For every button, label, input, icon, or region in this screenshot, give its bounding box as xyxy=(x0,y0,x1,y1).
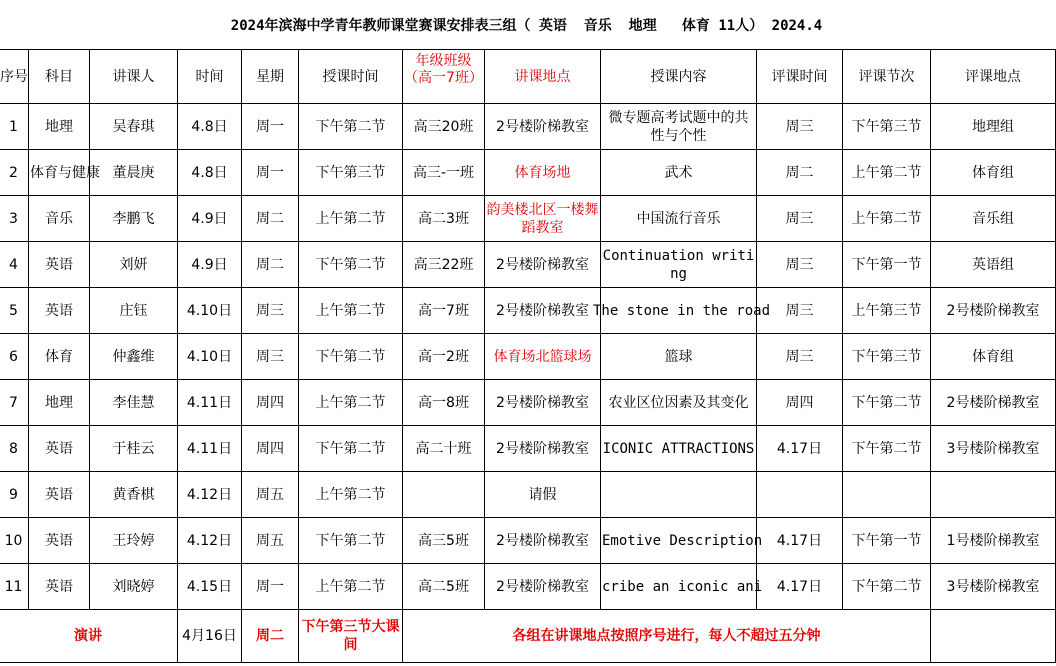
cell-teacher: 黄香棋 xyxy=(90,472,178,518)
cell-period: 上午第二节 xyxy=(299,380,403,426)
cell-date: 4.10日 xyxy=(178,334,242,380)
cell-content: 武术 xyxy=(601,150,757,196)
header-content: 授课内容 xyxy=(601,50,757,104)
cell-content: 中国流行音乐 xyxy=(601,196,757,242)
cell-content: 农业区位因素及其变化 xyxy=(601,380,757,426)
cell-review-place: 体育组 xyxy=(931,150,1056,196)
cell-teacher: 于桂云 xyxy=(90,426,178,472)
cell-no: 2 xyxy=(0,150,29,196)
table-row xyxy=(0,472,1056,518)
cell-review-time: 4.17日 xyxy=(757,564,843,610)
cell-review-place: 音乐组 xyxy=(931,196,1056,242)
cell-teacher: 李鹏飞 xyxy=(90,196,178,242)
cell-review-time: 周三 xyxy=(757,288,843,334)
cell-subject: 音乐 xyxy=(29,196,90,242)
cell-review-time: 周三 xyxy=(757,242,843,288)
cell-period: 下午第二节 xyxy=(299,426,403,472)
cell-content: Emotive Description xyxy=(601,518,757,564)
header-no: 序号 xyxy=(0,50,29,104)
cell-content: ICONIC ATTRACTIONS xyxy=(601,426,757,472)
cell-subject: 体育与健康 xyxy=(29,150,90,196)
table-row xyxy=(0,564,1056,610)
header-row xyxy=(0,50,1056,104)
cell-period: 下午第二节 xyxy=(299,242,403,288)
cell-place: 体育场地 xyxy=(485,150,601,196)
table-row xyxy=(0,288,1056,334)
cell-review-period: 下午第二节 xyxy=(843,426,931,472)
cell-period: 下午第二节 xyxy=(299,334,403,380)
cell-place: 体育场北篮球场 xyxy=(485,334,601,380)
speech-date: 4月16日 xyxy=(178,610,242,663)
header-weekday: 星期 xyxy=(242,50,299,104)
table-row xyxy=(0,150,1056,196)
cell-subject: 英语 xyxy=(29,242,90,288)
cell-period: 上午第二节 xyxy=(299,564,403,610)
cell-class: 高二3班 xyxy=(403,196,485,242)
cell-place: 2号楼阶梯教室 xyxy=(485,564,601,610)
cell-place: 2号楼阶梯教室 xyxy=(485,380,601,426)
cell-no: 3 xyxy=(0,196,29,242)
cell-no: 10 xyxy=(0,518,29,564)
cell-no: 5 xyxy=(0,288,29,334)
cell-content xyxy=(601,472,757,518)
cell-period: 上午第二节 xyxy=(299,288,403,334)
cell-review-place: 3号楼阶梯教室 xyxy=(931,564,1056,610)
cell-weekday: 周二 xyxy=(242,242,299,288)
cell-review-period: 上午第二节 xyxy=(843,196,931,242)
header-review-time: 评课时间 xyxy=(757,50,843,104)
cell-weekday: 周一 xyxy=(242,150,299,196)
cell-period: 上午第二节 xyxy=(299,196,403,242)
cell-teacher: 仲鑫维 xyxy=(90,334,178,380)
cell-review-period: 下午第二节 xyxy=(843,380,931,426)
cell-class: 高三22班 xyxy=(403,242,485,288)
cell-place: 2号楼阶梯教室 xyxy=(485,518,601,564)
cell-date: 4.8日 xyxy=(178,104,242,150)
table-row xyxy=(0,334,1056,380)
cell-weekday: 周一 xyxy=(242,564,299,610)
cell-review-place xyxy=(931,472,1056,518)
header-review-period: 评课节次 xyxy=(843,50,931,104)
speech-note: 各组在讲课地点按照序号进行，每人不超过五分钟 xyxy=(403,610,931,663)
cell-no: 11 xyxy=(0,564,29,610)
cell-class: 高一7班 xyxy=(403,288,485,334)
table-row xyxy=(0,426,1056,472)
cell-class: 高三20班 xyxy=(403,104,485,150)
cell-date: 4.11日 xyxy=(178,380,242,426)
header-place: 讲课地点 xyxy=(485,50,601,104)
cell-class: 高三5班 xyxy=(403,518,485,564)
cell-place: 2号楼阶梯教室 xyxy=(485,288,601,334)
cell-weekday: 周四 xyxy=(242,426,299,472)
cell-class: 高二十班 xyxy=(403,426,485,472)
cell-review-period: 下午第二节 xyxy=(843,564,931,610)
cell-weekday: 周五 xyxy=(242,518,299,564)
header-period: 授课时间 xyxy=(299,50,403,104)
cell-subject: 英语 xyxy=(29,518,90,564)
cell-content: 微专题高考试题中的共性与个性 xyxy=(601,104,757,150)
cell-place: 韵美楼北区一楼舞蹈教室 xyxy=(485,196,601,242)
cell-teacher: 李佳慧 xyxy=(90,380,178,426)
cell-teacher: 王玲婷 xyxy=(90,518,178,564)
cell-date: 4.12日 xyxy=(178,472,242,518)
cell-teacher: 吴春琪 xyxy=(90,104,178,150)
cell-period: 下午第二节 xyxy=(299,518,403,564)
cell-review-place: 体育组 xyxy=(931,334,1056,380)
cell-review-time: 4.17日 xyxy=(757,426,843,472)
sheet-title: 2024年滨海中学青年教师课堂赛课安排表三组（ 英语 音乐 地理 体育 11人） 2024.4 xyxy=(230,18,823,34)
cell-review-time: 周三 xyxy=(757,104,843,150)
cell-no: 9 xyxy=(0,472,29,518)
speech-period: 下午第三节大课间 xyxy=(299,610,403,663)
cell-period: 上午第二节 xyxy=(299,472,403,518)
cell-review-time: 周二 xyxy=(757,150,843,196)
cell-teacher: 刘妍 xyxy=(90,242,178,288)
cell-review-time: 周三 xyxy=(757,334,843,380)
cell-no: 1 xyxy=(0,104,29,150)
cell-review-period: 下午第一节 xyxy=(843,518,931,564)
cell-subject: 英语 xyxy=(29,564,90,610)
cell-weekday: 周一 xyxy=(242,104,299,150)
header-date: 时间 xyxy=(178,50,242,104)
cell-review-time: 4.17日 xyxy=(757,518,843,564)
cell-no: 8 xyxy=(0,426,29,472)
cell-period: 下午第二节 xyxy=(299,104,403,150)
schedule-table xyxy=(0,49,1056,663)
cell-date: 4.8日 xyxy=(178,150,242,196)
table-row xyxy=(0,196,1056,242)
cell-teacher: 刘晓婷 xyxy=(90,564,178,610)
header-class-text: 年级班级（高一7班） xyxy=(404,53,483,86)
table-row xyxy=(0,104,1056,150)
cell-class: 高三-一班 xyxy=(403,150,485,196)
cell-review-place: 英语组 xyxy=(931,242,1056,288)
cell-review-place: 2号楼阶梯教室 xyxy=(931,288,1056,334)
cell-content: 篮球 xyxy=(601,334,757,380)
cell-weekday: 周三 xyxy=(242,334,299,380)
cell-review-period: 下午第三节 xyxy=(843,334,931,380)
cell-review-period: 上午第三节 xyxy=(843,288,931,334)
speech-label: 演讲 xyxy=(0,610,178,663)
cell-subject: 体育 xyxy=(29,334,90,380)
cell-subject: 英语 xyxy=(29,426,90,472)
cell-date: 4.15日 xyxy=(178,564,242,610)
header-class xyxy=(403,50,485,104)
cell-content: Continuation writing xyxy=(601,242,757,288)
cell-review-period: 上午第二节 xyxy=(843,150,931,196)
cell-class: 高二5班 xyxy=(403,564,485,610)
cell-subject: 地理 xyxy=(29,104,90,150)
cell-subject: 英语 xyxy=(29,472,90,518)
cell-review-time: 周三 xyxy=(757,196,843,242)
speech-empty xyxy=(931,610,1056,663)
cell-teacher: 庄钰 xyxy=(90,288,178,334)
cell-review-place: 1号楼阶梯教室 xyxy=(931,518,1056,564)
cell-review-place: 3号楼阶梯教室 xyxy=(931,426,1056,472)
cell-review-time: 周四 xyxy=(757,380,843,426)
header-subject: 科目 xyxy=(29,50,90,104)
cell-content: The stone in the road xyxy=(601,288,757,334)
cell-content: cribe an iconic ani xyxy=(601,564,757,610)
header-review-place: 评课地点 xyxy=(931,50,1056,104)
table-row xyxy=(0,380,1056,426)
cell-review-period: 下午第三节 xyxy=(843,104,931,150)
cell-class: 高一2班 xyxy=(403,334,485,380)
cell-subject: 英语 xyxy=(29,288,90,334)
cell-review-period xyxy=(843,472,931,518)
cell-weekday: 周三 xyxy=(242,288,299,334)
cell-weekday: 周二 xyxy=(242,196,299,242)
cell-place: 请假 xyxy=(485,472,601,518)
cell-weekday: 周五 xyxy=(242,472,299,518)
speech-row xyxy=(0,610,1056,663)
table-row xyxy=(0,518,1056,564)
cell-period: 下午第三节 xyxy=(299,150,403,196)
cell-teacher: 董晨庚 xyxy=(90,150,178,196)
cell-class xyxy=(403,472,485,518)
header-teacher: 讲课人 xyxy=(90,50,178,104)
cell-place: 2号楼阶梯教室 xyxy=(485,426,601,472)
cell-no: 7 xyxy=(0,380,29,426)
cell-place: 2号楼阶梯教室 xyxy=(485,242,601,288)
cell-date: 4.11日 xyxy=(178,426,242,472)
cell-no: 4 xyxy=(0,242,29,288)
cell-place: 2号楼阶梯教室 xyxy=(485,104,601,150)
cell-date: 4.12日 xyxy=(178,518,242,564)
cell-subject: 地理 xyxy=(29,380,90,426)
cell-review-place: 地理组 xyxy=(931,104,1056,150)
cell-review-time xyxy=(757,472,843,518)
cell-review-place: 2号楼阶梯教室 xyxy=(931,380,1056,426)
cell-date: 4.10日 xyxy=(178,288,242,334)
cell-weekday: 周四 xyxy=(242,380,299,426)
table-row xyxy=(0,242,1056,288)
cell-date: 4.9日 xyxy=(178,196,242,242)
cell-no: 6 xyxy=(0,334,29,380)
cell-class: 高一8班 xyxy=(403,380,485,426)
cell-review-period: 下午第一节 xyxy=(843,242,931,288)
speech-weekday: 周二 xyxy=(242,610,299,663)
cell-date: 4.9日 xyxy=(178,242,242,288)
